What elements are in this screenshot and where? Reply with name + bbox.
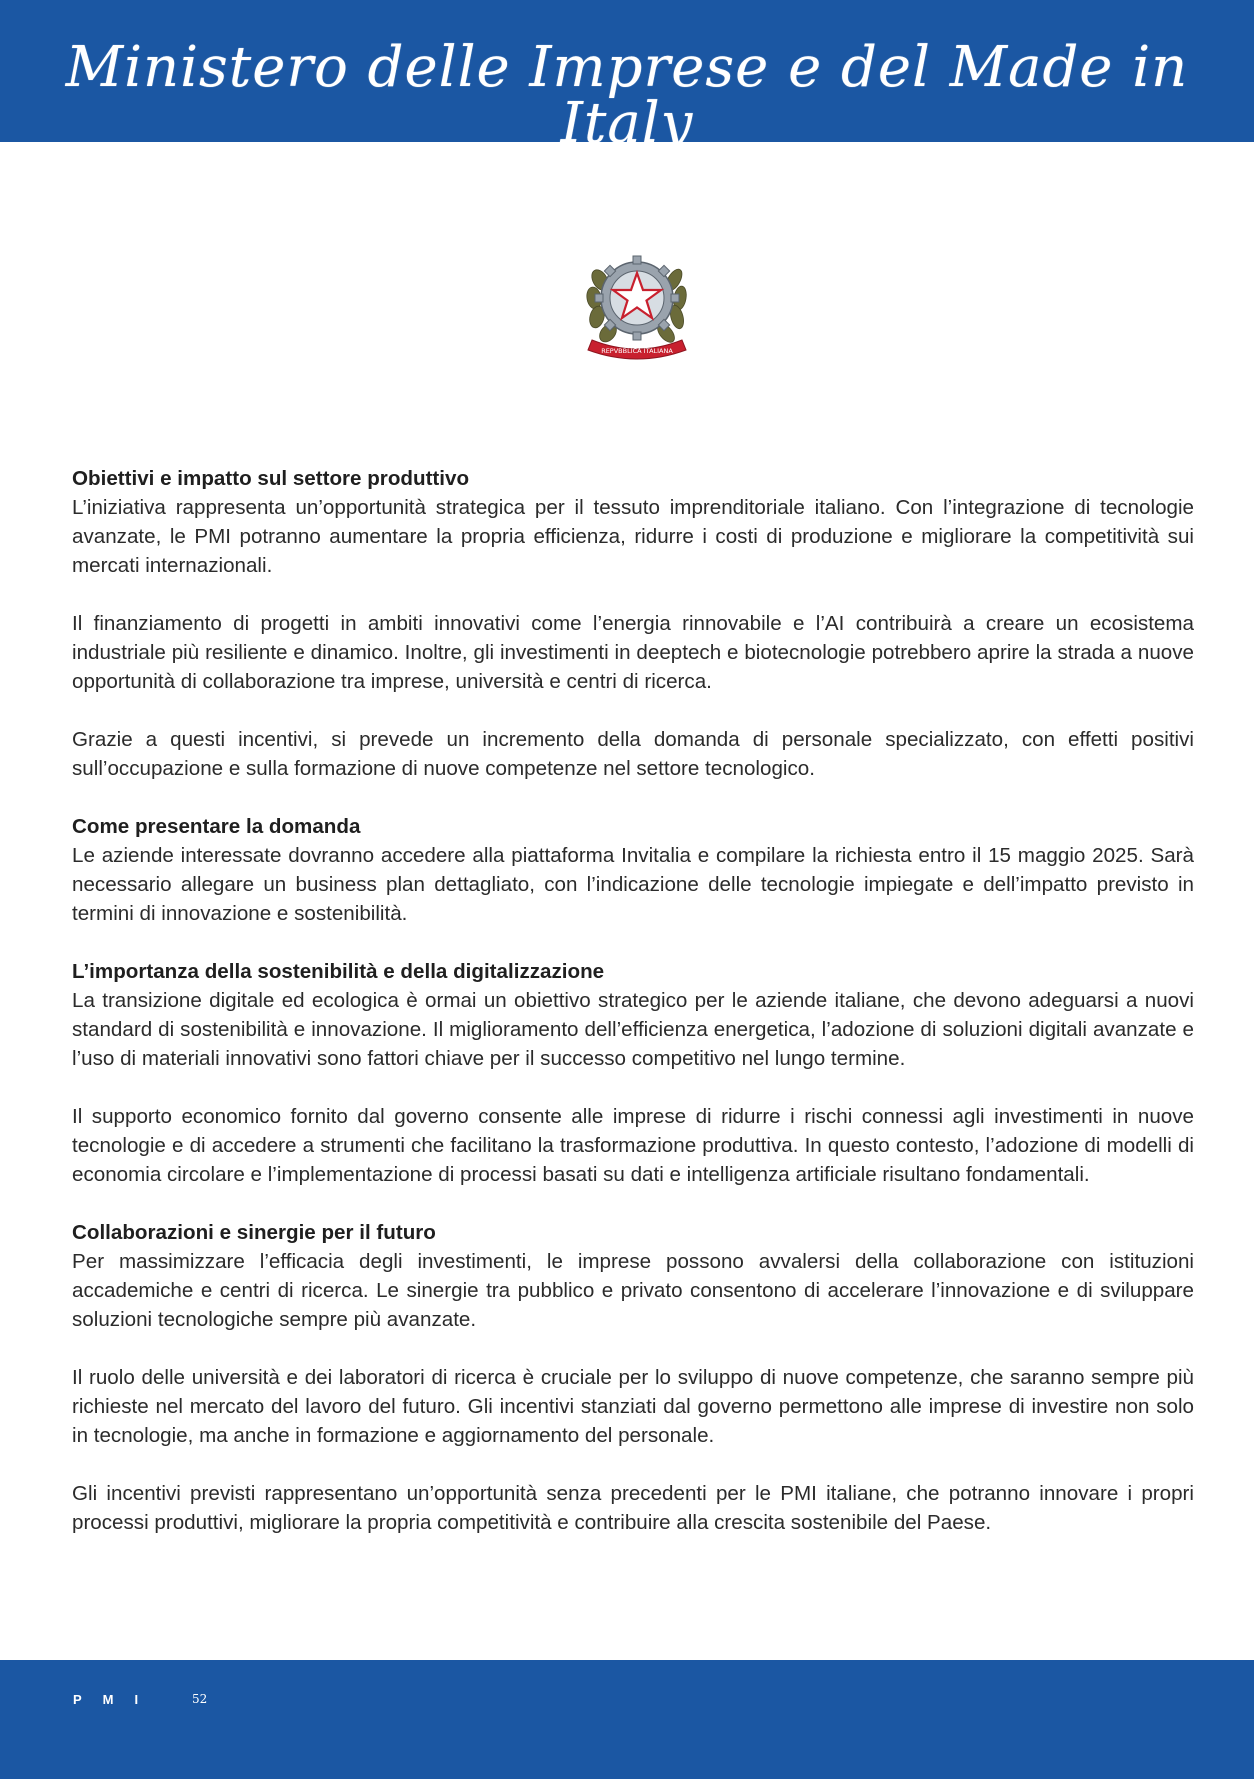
page-number: 52	[192, 1692, 208, 1706]
footer-band	[0, 1660, 1254, 1779]
paragraph: Il finanziamento di progetti in ambiti innovativi come l’energia rinnovabile e l’AI contribuirà a creare un ecosistema industriale più resiliente e dinamico. Inoltre, gli investimenti in deeptech e biotecnologie potrebbero aprire la strada a nuove opportunità di collaborazione tra imprese, università e centri di ricerca.	[72, 612, 1194, 693]
section-heading: Collaborazioni e sinergie per il futuro	[72, 1221, 436, 1244]
footer-label: PMI	[73, 1692, 160, 1707]
paragraph: Per massimizzare l’efficacia degli investimenti, le imprese possono avvalersi della collaborazione con istituzioni accademiche e centri di ricerca. Le sinergie tra pubblico e privato consentono di accelerare l’innovazione e di sviluppare soluzioni tecnologiche sempre più avanzate.	[72, 1250, 1194, 1331]
section-heading: Come presentare la domanda	[72, 815, 361, 838]
paragraph: La transizione digitale ed ecologica è ormai un obiettivo strategico per le aziende italiane, che devono adeguarsi a nuovi standard di sostenibilità e innovazione. Il miglioramento dell’efficienza energetica, l’adozione di soluzioni digitali avanzate e l’uso di materiali innovativi sono fattori chiave per il successo competitivo nel lungo termine.	[72, 989, 1194, 1070]
paragraph: Il supporto economico fornito dal governo consente alle imprese di ridurre i rischi connessi agli investimenti in nuove tecnologie e di accedere a strumenti che facilitano la trasformazione produttiva. In questo contesto, l’adozione di modelli di economia circolare e l’implementazione di processi basati su dati e intelligenza artificiale risultano fondamentali.	[72, 1105, 1194, 1186]
paragraph: L’iniziativa rappresenta un’opportunità strategica per il tessuto imprenditoriale italiano. Con l’integrazione di tecnologie avanzate, le PMI potranno aumentare la propria efficienza, ridurre i costi di produzione e migliorare la competitività sui mercati internazionali.	[72, 496, 1194, 577]
emblem-ribbon-text: REPVBBLICA ITALIANA	[601, 347, 673, 355]
paragraph: Grazie a questi incentivi, si prevede un incremento della domanda di personale specializzato, con effetti positivi sull’occupazione e sulla formazione di nuove competenze nel settore tecnologico.	[72, 728, 1194, 780]
article-body	[72, 464, 1194, 1566]
section-heading: Obiettivi e impatto sul settore produttivo	[72, 467, 470, 490]
paragraph: Il ruolo delle università e dei laboratori di ricerca è cruciale per lo sviluppo di nuove competenze, che saranno sempre più richieste nel mercato del lavoro del futuro. Gli incentivi stanziati dal governo permettono alle imprese di investire non solo in tecnologie, ma anche in formazione e aggiornamento del personale.	[72, 1366, 1194, 1447]
section-heading: L’importanza della sostenibilità e della digitalizzazione	[72, 960, 605, 983]
emblem-icon	[582, 240, 692, 364]
paragraph: Le aziende interessate dovranno accedere alla piattaforma Invitalia e compilare la richiesta entro il 15 maggio 2025. Sarà necessario allegare un business plan dettagliato, con l’indicazione delle tecnologie impiegate e dell’impatto previsto in termini di innovazione e sostenibilità.	[72, 844, 1194, 925]
paragraph: Gli incentivi previsti rappresentano un’opportunità senza precedenti per le PMI italiane, che potranno innovare i propri processi produttivi, migliorare la propria competitività e contribuire alla crescita sostenibile del Paese.	[72, 1482, 1194, 1534]
masthead-title: Ministero delle Imprese e del Made in Italy	[65, 35, 1189, 156]
